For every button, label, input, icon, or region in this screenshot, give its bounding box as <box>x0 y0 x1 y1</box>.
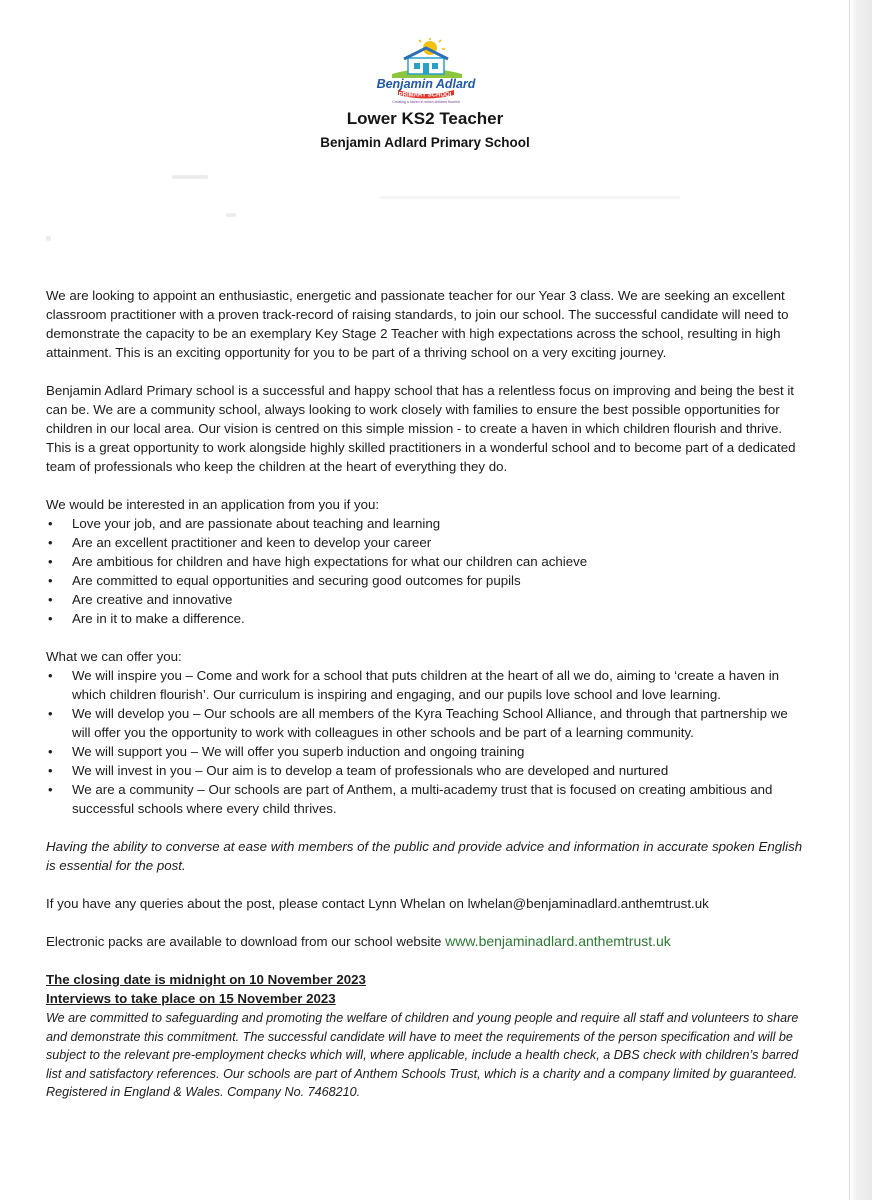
interview-date: Interviews to take place on 15 November 2023 <box>46 991 336 1006</box>
scan-smudge <box>46 236 51 241</box>
closing-date: The closing date is midnight on 10 November 2023 <box>46 972 366 987</box>
list-item: • Are in it to make a difference. <box>46 609 806 628</box>
contact-line: If you have any queries about the post, please contact Lynn Whelan on lwhelan@benjaminadlard.anthemtrust.uk <box>46 896 709 911</box>
logo-subname-text: PRIMARY SCHOOL <box>398 92 454 99</box>
website-link[interactable]: www.benjaminadlard.anthemtrust.uk <box>445 933 671 949</box>
list-item: • We will develop you – Our schools are all members of the Kyra Teaching School Alliance, and through that partnership we will offer you the opportunity to work with colleagues in other schools and be part of a learning community. <box>46 704 806 742</box>
school-name: Benjamin Adlard Primary School <box>320 135 530 150</box>
list-item: • We will inspire you – Come and work for a school that puts children at the heart of all we do, aiming to ‘create a haven in which children flourish’. Our curriculum is inspiring and engaging, and our pupils love school and love learning. <box>46 666 806 704</box>
job-title: Lower KS2 Teacher <box>346 109 504 128</box>
interest-lead: We would be interested in an application from you if you: <box>46 497 380 512</box>
school-logo-graphic <box>370 38 482 104</box>
list-item: • We are a community – Our schools are part of Anthem, a multi-academy trust that is focused on creating ambitious and successful schools where every child thrives. <box>46 780 806 818</box>
intro-paragraph-2: Benjamin Adlard Primary school is a successful and happy school that has a relentless focus on improving and being the best it can be. We are a community school, always looking to work closely with families to ensure the best possible opportunities for children in our local area. Our vision is centred on this simple mission - to create a haven in which children flourish and thrive. This is a great opportunity to work alongside highly skilled practitioners in a wonderful school and to become part of a dedicated team of professionals who keep the children at the heart of everything they do. <box>46 383 796 474</box>
scan-smudge <box>172 175 208 179</box>
scan-smudge <box>380 196 680 199</box>
english-requirement-note: Having the ability to converse at ease with members of the public and provide advice and information in accurate spoken English is essential for the post. <box>46 839 803 873</box>
document-body <box>46 286 806 1102</box>
scan-smudge <box>226 213 236 217</box>
intro-paragraph-1: We are looking to appoint an enthusiastic, energetic and passionate teacher for our Year 3 class. We are seeking an excellent classroom practitioner with a proven track-record of raising standards, to join our school. The successful candidate will need to demonstrate the capacity to be an exemplary Key Stage 2 Teacher with high expectations across the school, resulting in high attainment. This is an exciting opportunity for you to be part of a thriving school on a very exciting journey. <box>46 288 789 360</box>
packs-line <box>46 932 806 951</box>
interest-list <box>46 514 806 628</box>
offer-lead: What we can offer you: <box>46 649 182 664</box>
logo-name-text: Benjamin Adlard <box>376 77 476 91</box>
list-item: • Are ambitious for children and have high expectations for what our children can achieve <box>46 552 806 571</box>
list-item: • We will invest in you – Our aim is to develop a team of professionals who are developed and nurtured <box>46 761 806 780</box>
logo-tagline: Creating a haven in which children flourish <box>392 100 460 104</box>
list-item: • Are committed to equal opportunities and securing good outcomes for pupils <box>46 571 806 590</box>
list-item: • Are an excellent practitioner and keen to develop your career <box>46 533 806 552</box>
safeguarding-statement: We are committed to safeguarding and promoting the welfare of children and young people and require all staff and volunteers to share and demonstrate this commitment. The successful candidate will have to meet the requirements of the person specification and will be subject to the relevant pre-employment checks which will, where applicable, include a health check, a DBS check with children’s barred list and satisfactory references. Our schools are part of Anthem Schools Trust, which is a charity and a company limited by guaranteed. Registered in England & Wales. Company No. 7468210. <box>46 1011 799 1099</box>
offer-list <box>46 666 806 818</box>
list-item: • We will support you – We will offer you superb induction and ongoing training <box>46 742 806 761</box>
page-edge-shadow <box>849 0 872 1200</box>
list-item: • Are creative and innovative <box>46 590 806 609</box>
packs-text: Electronic packs are available to download from our school website <box>46 934 442 949</box>
school-logo <box>370 38 482 104</box>
list-item: • Love your job, and are passionate about teaching and learning <box>46 514 806 533</box>
document-header <box>0 108 850 152</box>
